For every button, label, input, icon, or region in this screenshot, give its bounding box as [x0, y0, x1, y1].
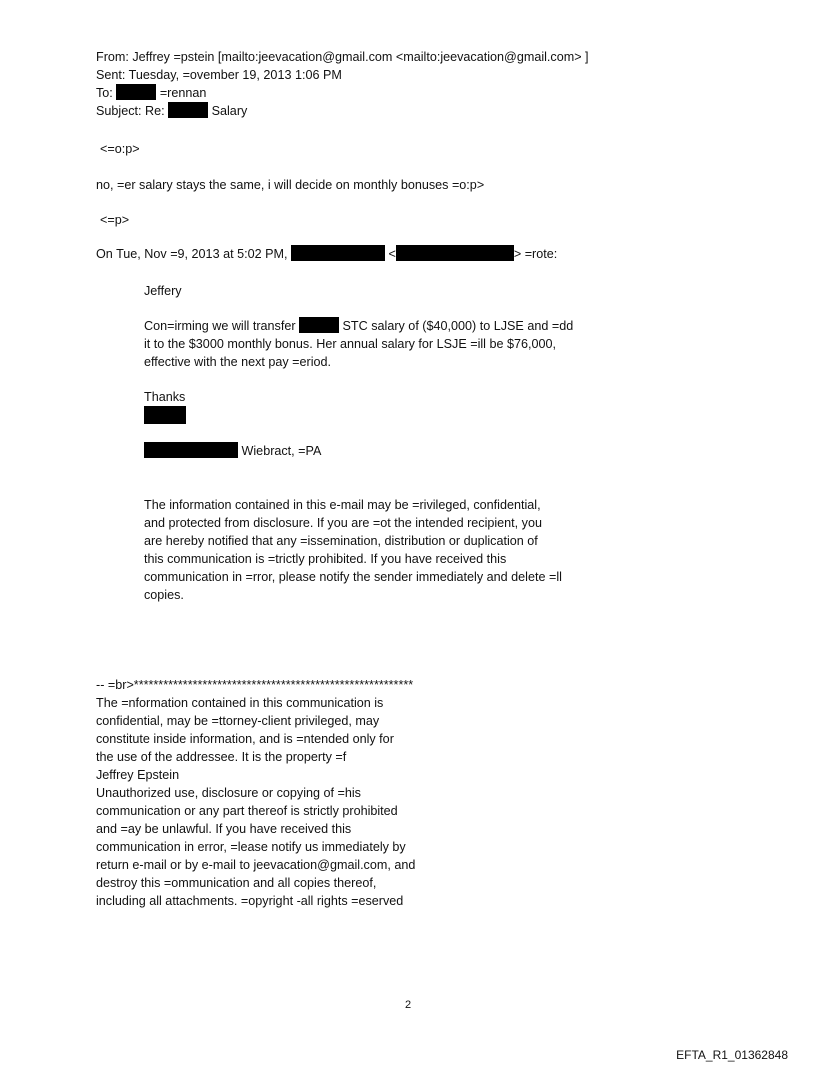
redaction-box [116, 84, 156, 100]
redaction-box [396, 245, 514, 261]
redaction-box [291, 245, 385, 261]
page-number: 2 [404, 999, 412, 1011]
footer-line: communication in error, =lease notify us immediately by [96, 840, 406, 854]
footer-line: confidential, may be =ttorney-client privileged, may [96, 714, 380, 728]
disclaimer-line: copies. [144, 588, 184, 602]
quoted-para-line-1 [144, 317, 573, 335]
quote-intro [96, 245, 557, 263]
footer-line: constitute inside information, and is =ntended only for [96, 732, 394, 746]
footer-line: the use of the addressee. It is the property =f [96, 750, 347, 764]
disclaimer-line: this communication is =trictly prohibited. If you have received this [144, 552, 507, 566]
redaction-box [144, 406, 186, 424]
header-subject-label: Subject: Re: [96, 104, 165, 118]
disclaimer-line: The information contained in this e-mail may be =rivileged, confidential, [144, 498, 541, 512]
quoted-paragraph [144, 317, 573, 371]
email-header [96, 48, 589, 120]
signature-name-redaction [144, 406, 186, 426]
signature-title: Wiebract, =PA [241, 444, 322, 458]
quoted-para-line-3: effective with the next pay =eriod. [144, 355, 332, 369]
quoted-signature [144, 442, 321, 460]
bates-number: EFTA_R1_01362848 [676, 1048, 788, 1062]
quoted-thanks: Thanks [144, 390, 186, 404]
footer-notice [96, 676, 415, 910]
footer-line: communication or any part thereof is strictly prohibited [96, 804, 398, 818]
footer-separator: -- =br>********************************************************* [96, 678, 414, 692]
quote-intro-suffix: > =rote: [513, 247, 558, 261]
header-subject [96, 102, 589, 120]
header-to-label: To: [96, 86, 113, 100]
redaction-box [144, 442, 238, 458]
footer-line: return e-mail or by e-mail to jeevacation@gmail.com, and [96, 858, 416, 872]
header-to [96, 84, 589, 102]
quoted-para-prefix: Con=irming we will transfer [144, 319, 296, 333]
header-sent: Sent: Tuesday, =ovember 19, 2013 1:06 PM [96, 68, 342, 82]
quoted-para-suffix: STC salary of ($40,000) to LJSE and =dd [342, 319, 574, 333]
disclaimer-line: and protected from disclosure. If you are =ot the intended recipient, you [144, 516, 542, 530]
footer-line: and =ay be unlawful. If you have received this [96, 822, 352, 836]
footer-line: The =nformation contained in this communication is [96, 696, 384, 710]
markup-tag-2: <=p> [100, 213, 130, 227]
quoted-greeting: Jeffery [144, 284, 182, 298]
header-subject-text: Salary [211, 104, 248, 118]
footer-line: including all attachments. =opyright -all rights =eserved [96, 894, 404, 908]
footer-line: Unauthorized use, disclosure or copying of =his [96, 786, 361, 800]
quote-intro-lt: < [388, 247, 396, 261]
header-from: From: Jeffrey =pstein [mailto:jeevacation@gmail.com <mailto:jeevacation@gmail.com> ] [96, 50, 589, 64]
quote-intro-prefix: On Tue, Nov =9, 2013 at 5:02 PM, [96, 247, 288, 261]
redaction-box [168, 102, 208, 118]
redaction-box [299, 317, 339, 333]
disclaimer-line: are hereby notified that any =issemination, distribution or duplication of [144, 534, 538, 548]
quoted-para-line-2: it to the $3000 monthly bonus. Her annual salary for LSJE =ill be $76,000, [144, 337, 557, 351]
markup-tag-1: <=o:p> [100, 142, 140, 156]
footer-line: destroy this =ommunication and all copies thereof, [96, 876, 377, 890]
disclaimer-line: communication in =rror, please notify the sender immediately and delete =ll [144, 570, 562, 584]
reply-text: no, =er salary stays the same, i will decide on monthly bonuses =o:p> [96, 178, 485, 192]
header-to-name: =rennan [159, 86, 207, 100]
quoted-disclaimer [144, 496, 562, 604]
footer-line: Jeffrey Epstein [96, 768, 180, 782]
